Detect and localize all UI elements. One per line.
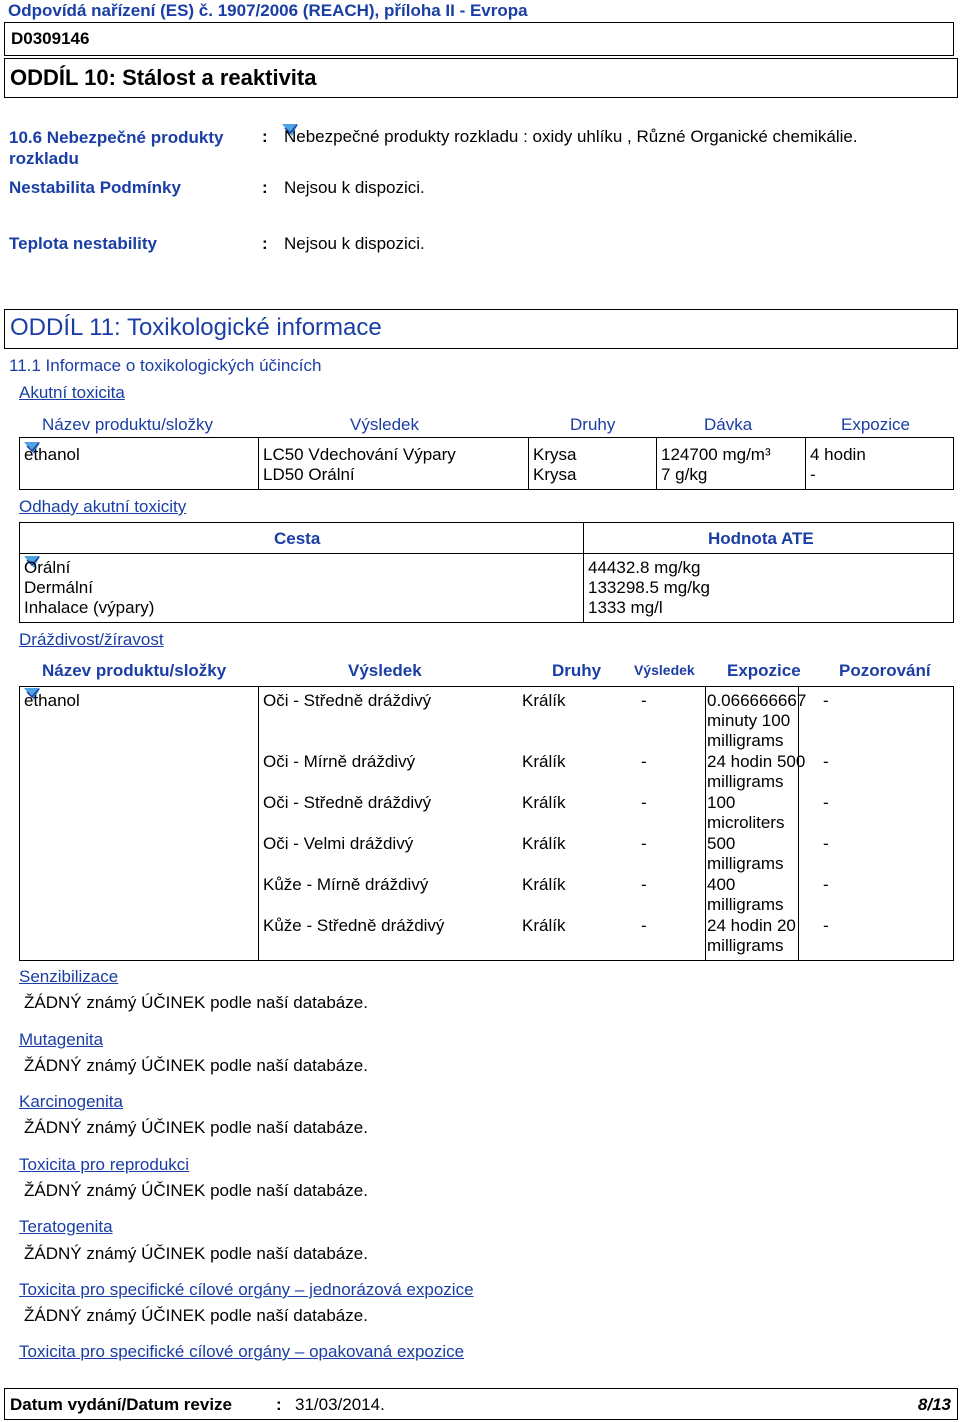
acute-col-product: Název produktu/složky xyxy=(42,415,214,434)
carcinogenicity-heading[interactable]: Karcinogenita xyxy=(19,1092,123,1111)
irr-species: Králík xyxy=(522,875,566,894)
section-11-subtitle: 11.1 Informace o toxikologických účincích xyxy=(9,356,322,375)
irr-exposure: 0.066666667 minuty 100 milligrams xyxy=(707,691,807,750)
irr-result: Oči - Mírně dráždivý xyxy=(263,752,416,771)
irr-product: ethanol xyxy=(24,691,80,710)
instability-temp-label: Teplota nestability xyxy=(9,234,157,253)
irr-species: Králík xyxy=(522,834,566,853)
stot-single-text: ŽÁDNÝ známý ÚČINEK podle naší databáze. xyxy=(24,1306,368,1325)
regulation-header: Odpovídá nařízení (ES) č. 1907/2006 (REACH), příloha II - Evropa xyxy=(8,1,528,20)
teratogenicity-heading[interactable]: Teratogenita xyxy=(19,1217,113,1236)
irr-result: Kůže - Středně dráždivý xyxy=(263,916,445,935)
irr-col-exposure: Expozice xyxy=(727,661,801,680)
decomp-label-line1: 10.6 Nebezpečné produkty xyxy=(9,128,224,147)
irr-observation: - xyxy=(823,875,829,894)
irr-species: Králík xyxy=(522,691,566,710)
irr-result: Kůže - Mírně dráždivý xyxy=(263,875,429,894)
decomp-value: Nebezpečné produkty rozkladu : oxidy uhlíku , Různé Organické chemikálie. xyxy=(284,127,858,146)
irr-col-species: Druhy xyxy=(552,661,602,680)
instability-value: Nejsou k dispozici. xyxy=(284,178,425,197)
acute-dose-2: 7 g/kg xyxy=(661,465,708,484)
irr-observation: - xyxy=(823,916,829,935)
acute-result-2: LD50 Orální xyxy=(263,465,355,484)
irr-score: - xyxy=(641,834,647,853)
irr-exposure: 100 microliters xyxy=(707,793,785,832)
doc-id-box xyxy=(4,22,954,56)
irr-species: Králík xyxy=(522,793,566,812)
irr-species: Králík xyxy=(522,916,566,935)
acute-col-species: Druhy xyxy=(570,415,616,434)
acute-col-exposure: Expozice xyxy=(841,415,910,434)
irr-col-product: Název produktu/složky xyxy=(42,661,227,680)
footer-date: 31/03/2014. xyxy=(295,1395,385,1414)
instability-temp-value: Nejsou k dispozici. xyxy=(284,234,425,253)
irr-observation: - xyxy=(823,752,829,771)
irr-col-observation: Pozorování xyxy=(839,661,931,680)
irritation-table xyxy=(19,686,954,961)
page-number: 8/13 xyxy=(917,1395,951,1414)
irr-col-result: Výsledek xyxy=(348,661,422,680)
acute-exposure-1: 4 hodin xyxy=(810,445,866,464)
acute-dose-1: 124700 mg/m³ xyxy=(661,445,771,464)
irr-score: - xyxy=(641,691,647,710)
irr-exposure: 500 milligrams xyxy=(707,834,784,873)
irr-exposure: 24 hodin 20 milligrams xyxy=(707,916,796,955)
ate-col-value: Hodnota ATE xyxy=(708,529,814,548)
irr-score: - xyxy=(641,916,647,935)
irr-observation: - xyxy=(823,834,829,853)
section-11-title-box xyxy=(4,309,958,349)
mutagenicity-heading[interactable]: Mutagenita xyxy=(19,1030,104,1049)
irr-species: Králík xyxy=(522,752,566,771)
footer-colon: : xyxy=(276,1395,282,1414)
irr-result: Oči - Středně dráždivý xyxy=(263,691,432,710)
instability-label: Nestabilita Podmínky xyxy=(9,178,181,197)
irr-observation: - xyxy=(823,793,829,812)
irr-exposure: 24 hodin 500 milligrams xyxy=(707,752,806,791)
sensitization-heading[interactable]: Senzibilizace xyxy=(19,967,119,986)
ate-table xyxy=(19,553,954,623)
ate-route-3: Inhalace (výpary) xyxy=(24,598,155,617)
irr-result: Oči - Středně dráždivý xyxy=(263,793,432,812)
carcinogenicity-text: ŽÁDNÝ známý ÚČINEK podle naší databáze. xyxy=(24,1118,368,1137)
section-10-title: ODDÍL 10: Stálost a reaktivita xyxy=(10,65,317,90)
irr-score: - xyxy=(641,752,647,771)
mutagenicity-text: ŽÁDNÝ známý ÚČINEK podle naší databáze. xyxy=(24,1056,368,1075)
irr-col-score: Výsledek xyxy=(634,662,695,678)
section-10-title-box xyxy=(4,58,958,98)
ate-col-route: Cesta xyxy=(274,529,321,548)
ate-value-2: 133298.5 mg/kg xyxy=(588,578,710,597)
acute-toxicity-heading[interactable]: Akutní toxicita xyxy=(19,383,125,402)
acute-species-1: Krysa xyxy=(533,445,577,464)
footer-box xyxy=(4,1388,958,1420)
decomp-label xyxy=(9,127,223,169)
irritation-heading[interactable]: Dráždivost/žíravost xyxy=(19,630,164,649)
footer-label: Datum vydání/Datum revize xyxy=(10,1395,233,1414)
instability-colon: : xyxy=(262,178,268,197)
instability-temp-colon: : xyxy=(262,234,268,253)
sensitization-text: ŽÁDNÝ známý ÚČINEK podle naší databáze. xyxy=(24,993,368,1012)
acute-product: ethanol xyxy=(24,445,80,464)
decomp-colon: : xyxy=(262,127,268,146)
acute-result-1: LC50 Vdechování Výpary xyxy=(263,445,456,464)
irr-observation: - xyxy=(823,691,829,710)
irr-exposure: 400 milligrams xyxy=(707,875,784,914)
irr-score: - xyxy=(641,875,647,894)
reproductive-toxicity-heading[interactable]: Toxicita pro reprodukci xyxy=(19,1155,190,1174)
teratogenicity-text: ŽÁDNÝ známý ÚČINEK podle naší databáze. xyxy=(24,1244,368,1263)
acute-col-result: Výsledek xyxy=(350,415,419,434)
irr-result: Oči - Velmi dráždivý xyxy=(263,834,414,853)
ate-route-2: Dermální xyxy=(24,578,93,597)
irr-score: - xyxy=(641,793,647,812)
ate-route-1: Orální xyxy=(24,558,71,577)
ate-value-1: 44432.8 mg/kg xyxy=(588,558,701,577)
section-11-title: ODDÍL 11: Toxikologické informace xyxy=(10,314,382,341)
acute-species-2: Krysa xyxy=(533,465,577,484)
reproductive-toxicity-text: ŽÁDNÝ známý ÚČINEK podle naší databáze. xyxy=(24,1181,368,1200)
stot-single-heading[interactable]: Toxicita pro specifické cílové orgány – jednorázová expozice xyxy=(19,1280,474,1299)
stot-repeated-heading[interactable]: Toxicita pro specifické cílové orgány – opakovaná expozice xyxy=(19,1342,465,1361)
decomp-label-line2: rozkladu xyxy=(9,149,79,168)
acute-exposure-2: - xyxy=(810,465,816,484)
acute-col-dose: Dávka xyxy=(704,415,753,434)
doc-id: D0309146 xyxy=(11,29,90,48)
ate-heading[interactable]: Odhady akutní toxicity xyxy=(19,497,187,516)
ate-value-3: 1333 mg/l xyxy=(588,598,663,617)
